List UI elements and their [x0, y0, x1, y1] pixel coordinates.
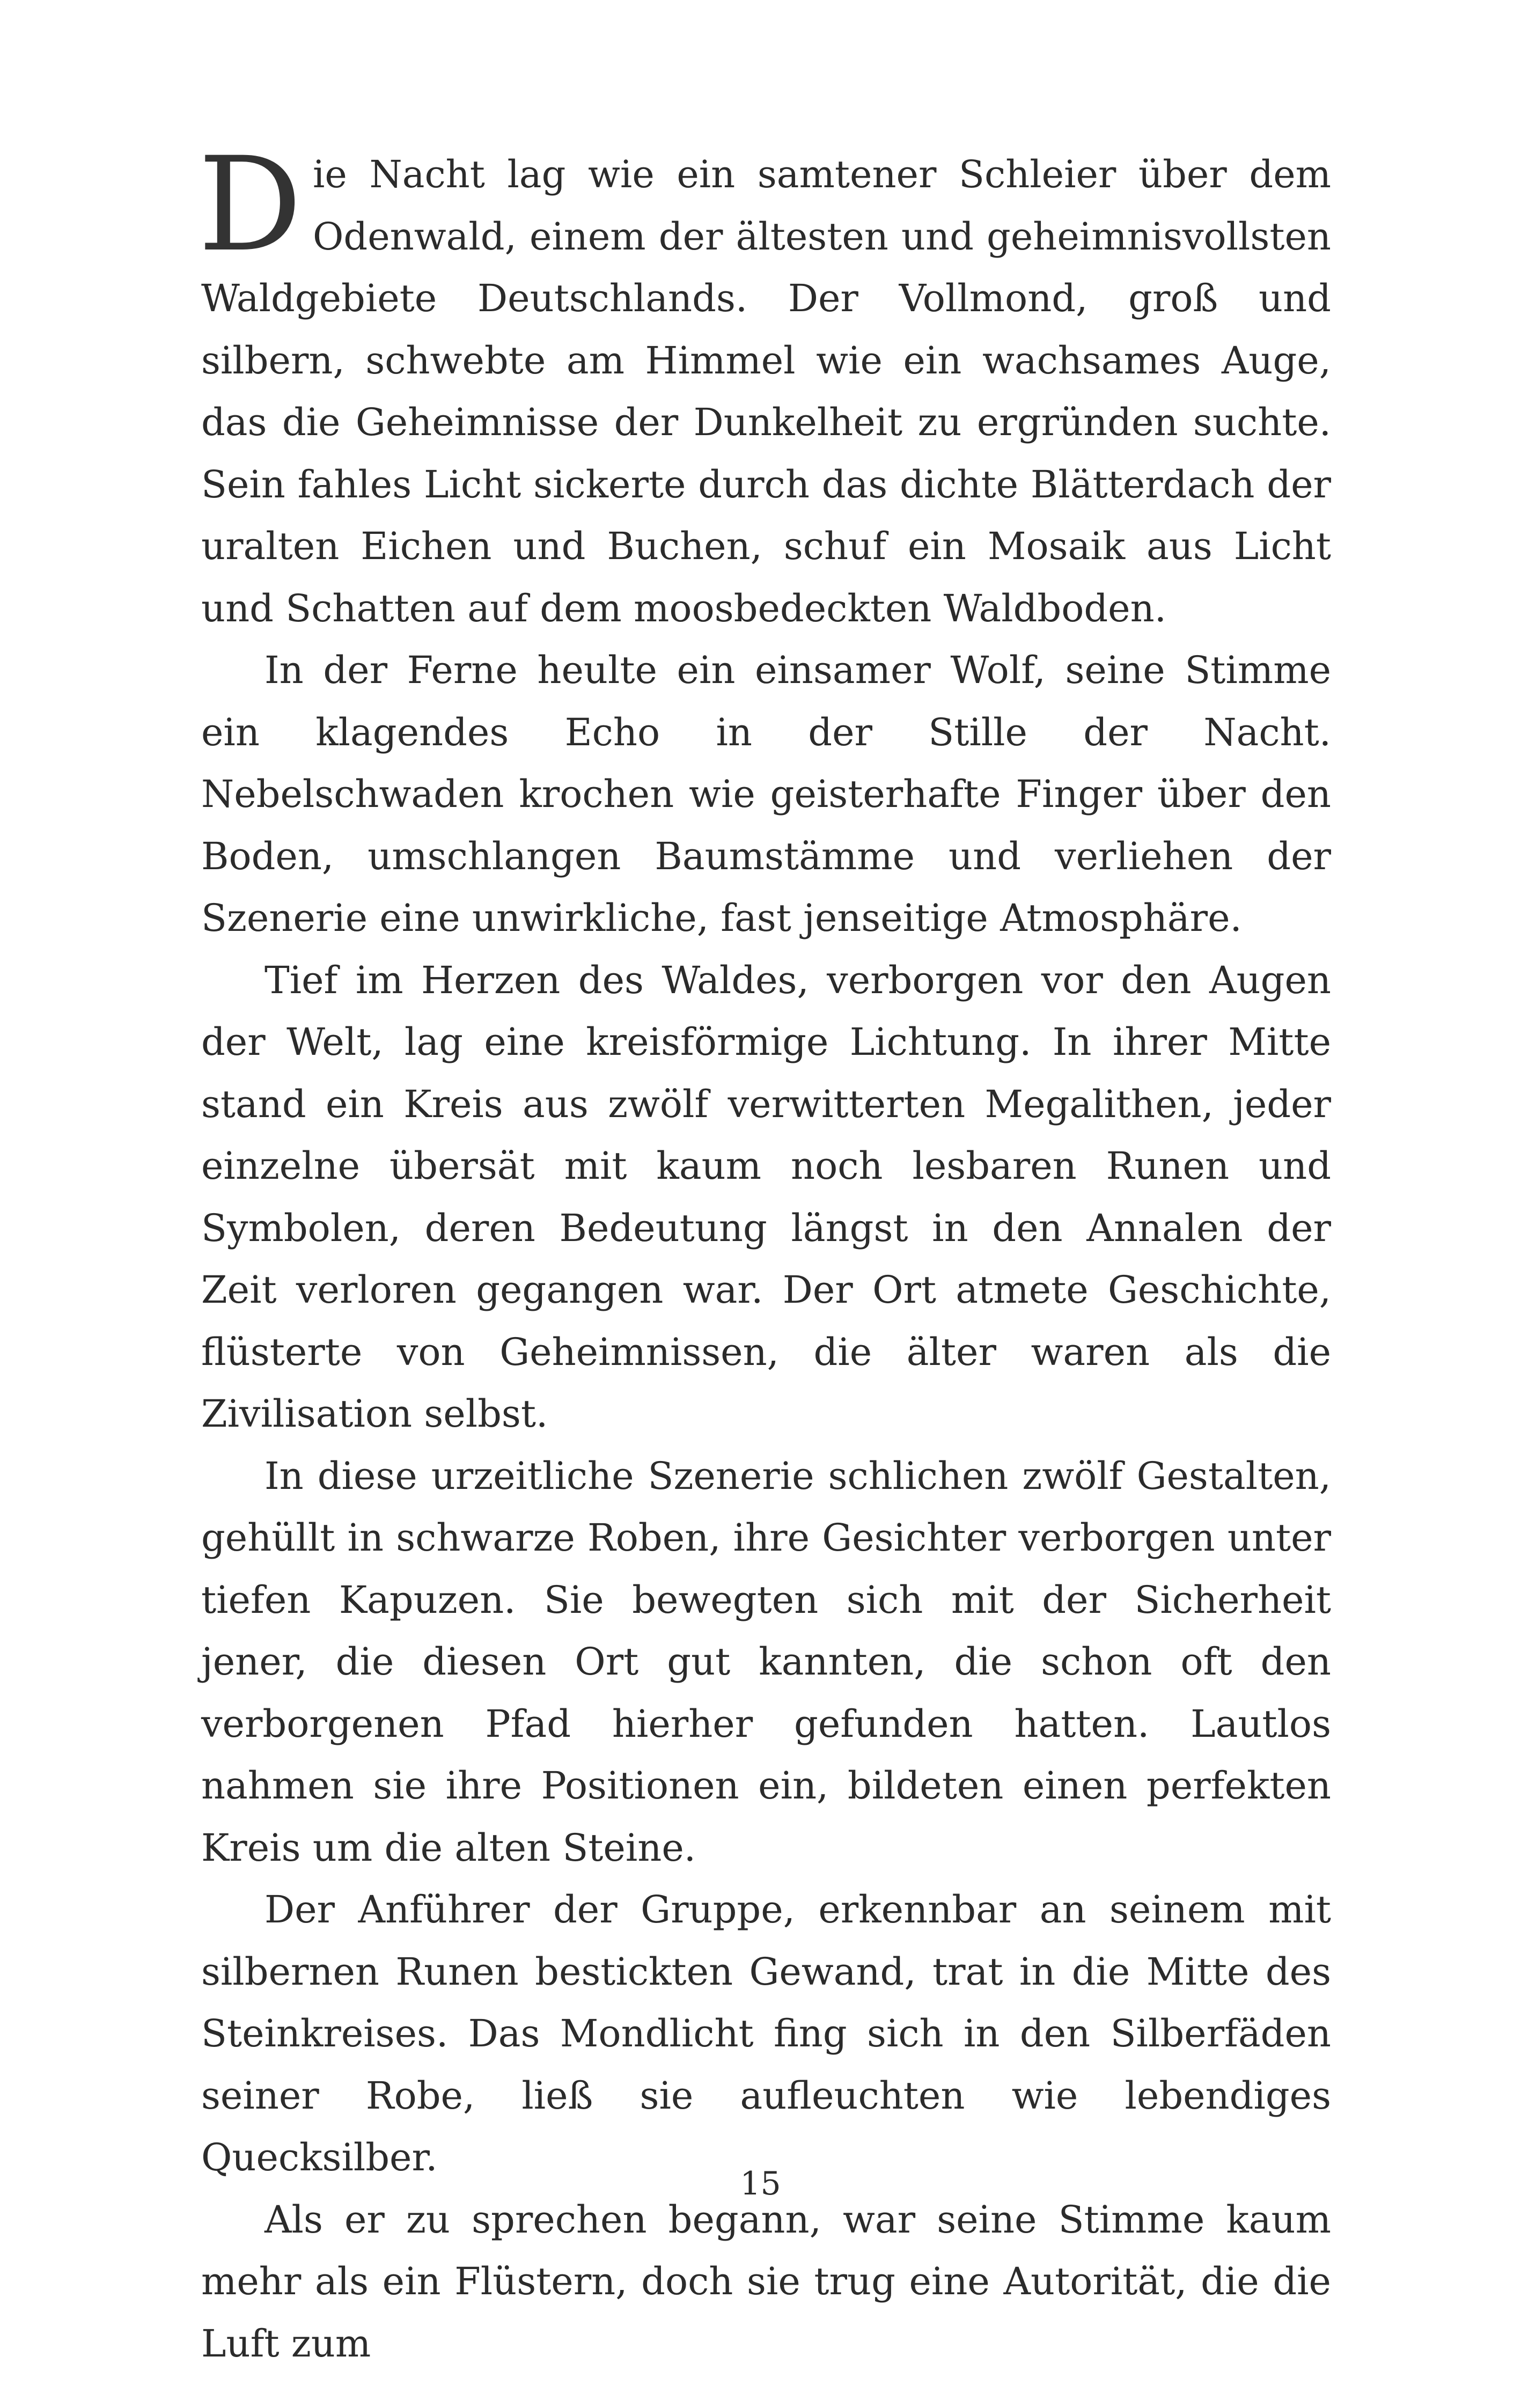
paragraph-5: Der Anführer der Gruppe, erkennbar an seinem mit silbernen Runen bestickten Gewand, trat in die Mitte des Steinkreises. Das Mondlicht fing sich in den Silberfäden seiner Robe, ließ sie aufleuchten wie lebendiges Quecksilber.	[201, 1888, 1331, 2179]
paragraph-6: Als er zu sprechen begann, war seine Stimme kaum mehr als ein Flüstern, doch sie trug eine Autorität, die die Luft zum	[201, 2197, 1331, 2366]
paragraph-3: Tief im Herzen des Waldes, verborgen vor den Augen der Welt, lag eine kreisförmige Lichtung. In ihrer Mitte stand ein Kreis aus zwölf verwitterten Megalithen, jeder einzelne übersät mit kaum noch lesbaren Runen und Symbolen, deren Bedeutung längst in den Annalen der Zeit verloren gegangen war. Der Ort atmete Geschichte, flüsterte von Geheimnissen, die älter waren als die Zivilisation selbst.	[201, 958, 1331, 1436]
paragraph-4: In diese urzeitliche Szenerie schlichen zwölf Gestalten, gehüllt in schwarze Roben, ihre Gesichter verborgen unter tiefen Kapuzen. Sie bewegten sich mit der Sicherheit jener, die diesen Ort gut kannten, die schon oft den verborgenen Pfad hierher gefunden hatten. Lautlos nahmen sie ihre Positionen ein, bildeten einen perfekten Kreis um die alten Steine.	[201, 1453, 1331, 1870]
drop-cap: D	[198, 129, 303, 281]
chapter-text	[198, 129, 1331, 2375]
page-number: 15	[740, 2165, 781, 2203]
paragraph-2: In der Ferne heulte ein einsamer Wolf, seine Stimme ein klagendes Echo in der Stille der Nacht. Nebelschwaden krochen wie geisterhafte Finger über den Boden, umschlangen Baumstämme und verliehen der Szenerie eine unwirkliche, fast jenseitige Atmosphäre.	[201, 648, 1331, 940]
paragraph-1	[198, 129, 1331, 640]
paragraph-1-text: ie Nacht lag wie ein samtener Schleier über dem Odenwald, einem der ältesten und geheimnisvollsten Waldgebiete Deutschlands. Der Vollmond, groß und silbern, schwebte am Himmel wie ein wachsames Auge, das die Geheimnisse der Dunkelheit zu ergründen suchte. Sein fahles Licht sickerte durch das dichte Blätterdach der uralten Eichen und Buchen, schuf ein Mosaik aus Licht und Schatten auf dem moosbedeckten Waldboden.	[201, 152, 1331, 630]
